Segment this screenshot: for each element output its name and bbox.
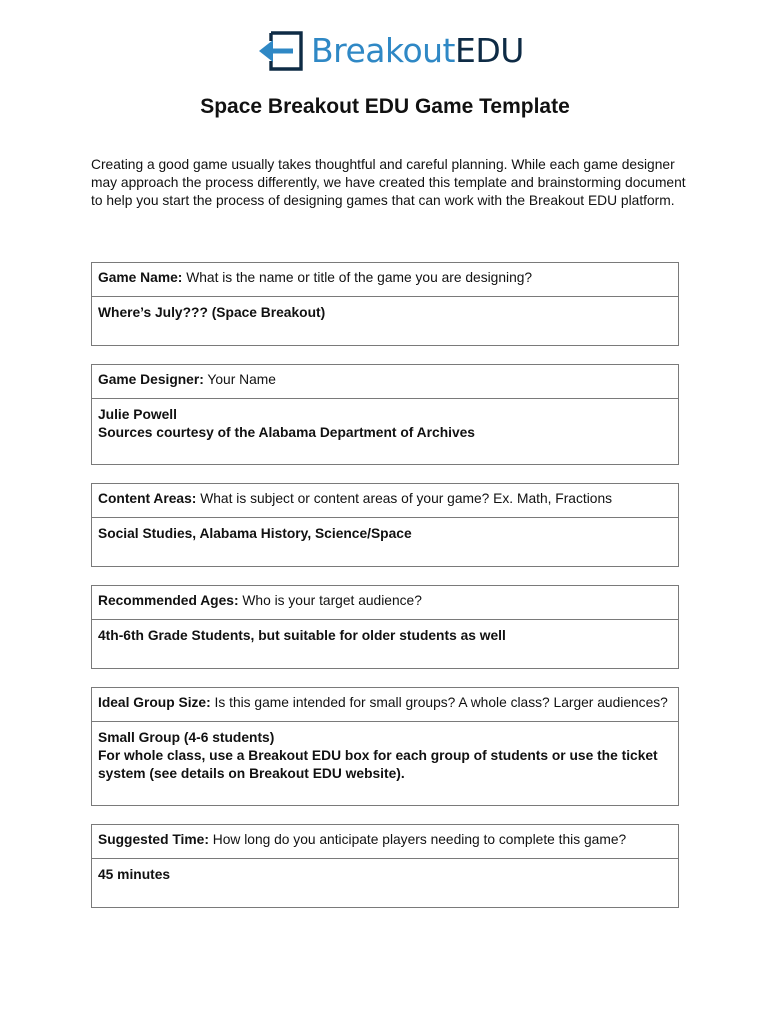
recommended-ages-prompt — [92, 586, 678, 620]
logo-word-edu: EDU — [454, 31, 524, 70]
recommended-ages-box — [91, 585, 679, 669]
answer-line: Sources courtesy of the Alabama Department of Archives — [98, 425, 475, 440]
content-areas-label: Content Areas: — [98, 491, 197, 506]
answer-line: 45 minutes — [98, 867, 171, 882]
suggested-time-box — [91, 824, 679, 908]
game-name-question: What is the name or title of the game you are designing? — [186, 270, 533, 285]
content-areas-answer[interactable] — [92, 518, 678, 543]
content-areas-box — [91, 483, 679, 567]
game-name-answer[interactable] — [92, 297, 678, 322]
game-name-box — [91, 262, 679, 346]
game-designer-box — [91, 364, 679, 465]
intro-paragraph: Creating a good game usually takes thoughtful and careful planning. While each game designer may approach the process differently, we have created this template and brainstorming document to help you start the process of designing games that can work with the Breakout EDU platform. — [91, 157, 686, 208]
suggested-time-answer[interactable] — [92, 859, 678, 884]
answer-line: For whole class, use a Breakout EDU box for each group of students or use the ticket system (see details on Breakout EDU website). — [98, 748, 658, 781]
recommended-ages-answer[interactable] — [92, 620, 678, 645]
logo-wordmark — [311, 30, 524, 72]
content-areas-prompt — [92, 484, 678, 518]
game-designer-label: Game Designer: — [98, 372, 204, 387]
suggested-time-label: Suggested Time: — [98, 832, 209, 847]
suggested-time-prompt — [92, 825, 678, 859]
ideal-group-size-question: Is this game intended for small groups? A whole class? Larger audiences? — [214, 695, 668, 710]
logo-word-breakout: Breakout — [311, 31, 455, 70]
answer-line: Julie Powell — [98, 407, 177, 422]
game-name-label: Game Name: — [98, 270, 183, 285]
game-designer-question: Your Name — [207, 372, 276, 387]
recommended-ages-label: Recommended Ages: — [98, 593, 239, 608]
answer-line: Social Studies, Alabama History, Science/Space — [98, 526, 412, 541]
ideal-group-size-label: Ideal Group Size: — [98, 695, 211, 710]
ideal-group-size-answer[interactable] — [92, 722, 678, 783]
breakout-edu-logo — [257, 30, 524, 72]
suggested-time-question: How long do you anticipate players needing to complete this game? — [212, 832, 627, 847]
content-areas-question: What is subject or content areas of your game? Ex. Math, Fractions — [200, 491, 613, 506]
breakout-arrow-icon — [257, 30, 305, 72]
game-designer-answer[interactable] — [92, 399, 678, 442]
game-name-prompt — [92, 263, 678, 297]
ideal-group-size-prompt — [92, 688, 678, 722]
answer-line: Small Group (4-6 students) — [98, 730, 275, 745]
answer-line: 4th-6th Grade Students, but suitable for older students as well — [98, 628, 506, 643]
game-designer-prompt — [92, 365, 678, 399]
recommended-ages-question: Who is your target audience? — [242, 593, 422, 608]
answer-line: Where’s July??? (Space Breakout) — [98, 305, 326, 320]
ideal-group-size-box — [91, 687, 679, 806]
document-title: Space Breakout EDU Game Template — [200, 95, 570, 118]
